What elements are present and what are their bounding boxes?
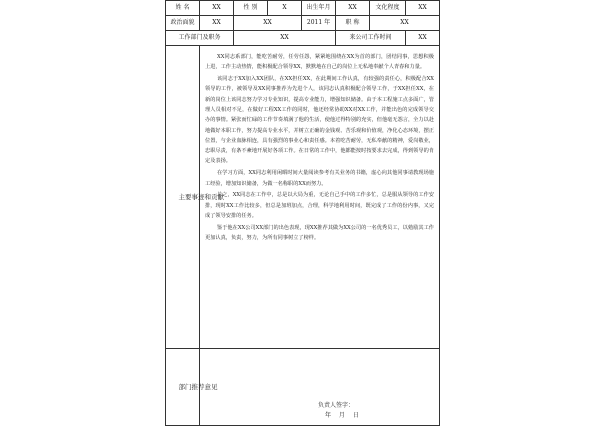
deeds-paragraph: XX同志系部门，能吃苦耐劳，任劳任怨，紧紧地围绕在XX为首的部门，团结同事，思想积极上进，工作主动热情，能积极配合领导XX，默默地在自己的岗位上无私地奉献个人青春和力量。 [205,54,434,71]
deeds-paragraph: 该同志于XX加入XX团队，在XX担任XX，在此期间工作认真，有较强的责任心，积极配合XX领导的工作，被领导及XX同事推荐为先进个人，该同志认真积极配合领导工作，于XX担任XX，在新的岗位上该同志努力学习专业知识，提高专业能力，增强知识储备。由于本工程施工点多面广，管理人员相对不足，在做好工程XX工作的同时，他还经常协助XX对XX工作，并能出色的完成领导交办的事情。紧张而忙碌的工作节奏填满了他的生活，使他过得特别的充实，但他毫无怨言，全力以赴地做好本职工作，努力提高专业水平，并树立正确的金钱观、苦乐观和价值观，净化心态环境，摆正位置，与企业血脉相连，具有强烈的事业心和责任感。本着吃苦耐劳，无私奉献的精神，爱岗敬业，忠职尽责，有条不紊地开展好各项工作。在日常的工作中，他都能按时按要求去完成，得到领导的肯定及表扬。 [205,76,434,165]
year-value: 2011 年 [302,16,336,31]
main-deeds-body [200,46,440,349]
title-value: XX [370,16,440,31]
department-label: 工作部门及职务 [166,31,234,46]
join-date-value: XX [406,31,440,46]
main-deeds-label: 主要事迹和贡献 [178,192,224,201]
political-value: XX [200,16,234,31]
form-table [165,0,440,426]
deeds-paragraph: 总之，XX同志在工作中，总是以大局为重，无论自己手中的工作多忙，总是服从领导的工作安排，现时XX工作比较多，但总是加班加点，合理，科学地利用时间，既完成了工作的份内事，又完成了领导安排的任务。 [205,192,434,219]
dept-opinion-label-cell [166,349,218,426]
row-main-deeds [166,46,440,349]
name-value: XX [200,1,234,16]
gender-value: X [268,1,302,16]
gender-label: 性 别 [234,1,268,16]
date-line: 年 月 日 [325,412,359,419]
row-department [166,31,440,46]
row-basic-info [166,1,440,16]
recommendation-form [165,0,439,419]
title-label: 职 称 [336,16,370,31]
name-label: 姓 名 [166,1,200,16]
birth-label: 出生年月 [302,1,336,16]
department-value: XX [234,31,336,46]
signature-line: 负责人签字： [318,402,355,409]
political-label: 政治面貌 [166,16,200,31]
dept-opinion-label: 部门推荐意见 [178,382,218,391]
join-date-label: 来公司工作时间 [336,31,406,46]
row-dept-opinion [166,349,440,426]
deeds-paragraph: 在学习方面，XX同志利用闲暇时间大量阅读参考有关业务的书籍，虚心向其他同事请教现场施工经验，增加知识储备，为做一名称职的XX而努力。 [205,170,434,187]
row-political [166,16,440,31]
dept-opinion-body [200,349,440,426]
birth-value: XX [336,1,370,16]
education-label: 文化程度 [370,1,406,16]
political-extra-value: XX [234,16,302,31]
deeds-paragraph: 鉴于他在XX公司XX部门的出色表现，现XX推荐其做为XX公司的一名优秀员工，以勉励其工作更加认真，负责，努力，为所有同事树立了榜样。 [205,224,434,242]
education-value: XX [406,1,440,16]
main-deeds-label-cell [166,46,224,349]
